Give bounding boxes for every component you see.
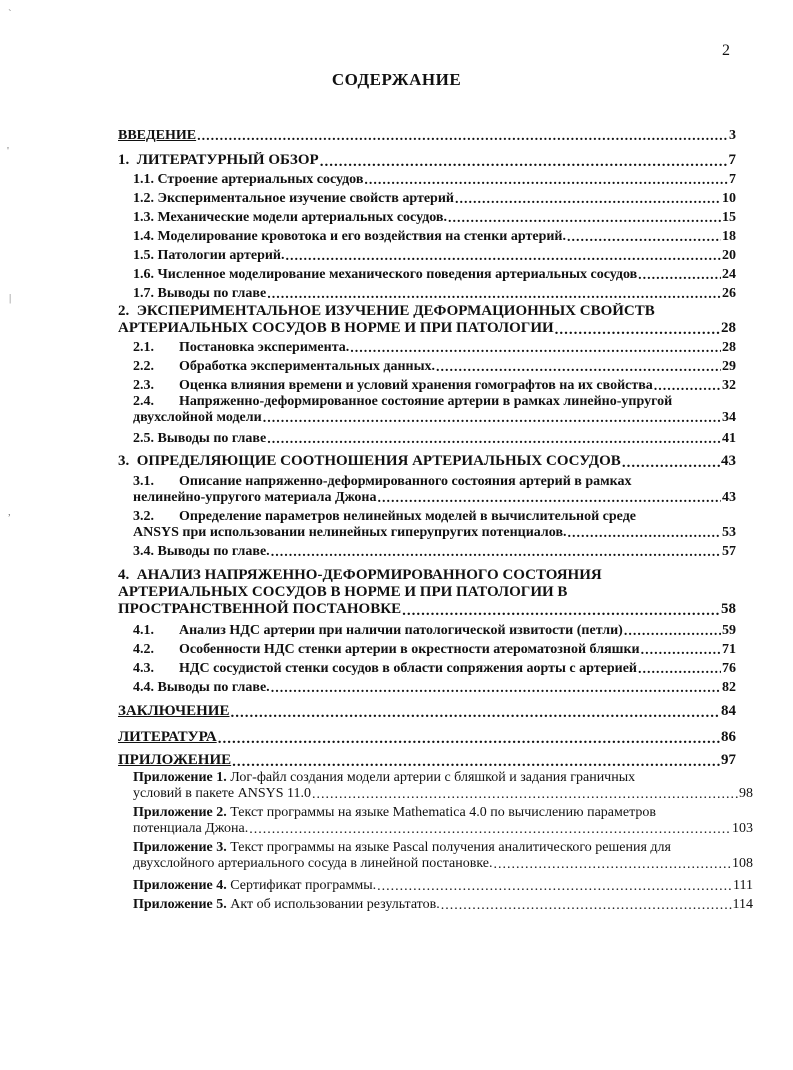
chapter-title-line2: АРТЕРИАЛЬНЫХ СОСУДОВ В НОРМЕ И ПРИ ПАТОЛОГИИ — [118, 320, 554, 336]
toc-appendix-4[interactable]: Приложение 4. Сертификат программы. ..... 111 — [133, 878, 753, 894]
toc-entry-2-3[interactable]: 2.3. Оценка влияния времени и условий хранения гомографтов на их свойства ..... 32 — [133, 378, 736, 394]
toc-entry-3-4[interactable]: 3.4. Выводы по главе. ..... 57 — [133, 544, 736, 560]
scan-speck: ` — [8, 8, 12, 20]
toc-entry-1-2[interactable]: 1.2. Экспериментальное изучение свойств артерий ..... 10 — [133, 191, 736, 207]
page-number: 2 — [722, 42, 730, 59]
toc-appendix-3[interactable]: Приложение 3. Текст программы на языке Pascal получения аналитического решения для двухслойного артериального сосуда в линейной постановке. ..... 108 — [133, 840, 753, 872]
chapter-title-line1: АНАЛИЗ НАПРЯЖЕННО-ДЕФОРМИРОВАННОГО СОСТОЯНИЯ — [136, 567, 602, 583]
toc-entry-page: 7 — [728, 152, 736, 168]
chapter-number: 4. — [118, 567, 130, 583]
toc-entry-2-5[interactable]: 2.5. Выводы по главе ..... 41 — [133, 431, 736, 447]
toc-chapter-2[interactable] — [118, 303, 736, 337]
toc-entry-1-4[interactable]: 1.4. Моделирование кровотока и его воздействия на стенки артерий. ..... 18 — [133, 229, 736, 245]
toc-entry-page: 58 — [721, 601, 736, 617]
toc-entry-3-2[interactable]: 3.2. Определение параметров нелинейных моделей в вычислительной среде ANSYS при использовании нелинейных гиперупругих потенциалов. ..... 53 — [133, 509, 736, 541]
toc-entry-4-4[interactable]: 4.4. Выводы по главе. ..... 82 — [133, 680, 736, 696]
toc-entry-4-1[interactable]: 4.1. Анализ НДС артерии при наличии патологической извитости (петли) ..... 59 — [133, 623, 736, 639]
toc-entry-1-3[interactable]: 1.3. Механические модели артериальных сосудов. ..... 15 — [133, 210, 736, 226]
chapter-title-line3: ПРОСТРАНСТВЕННОЙ ПОСТАНОВКЕ — [118, 601, 402, 617]
toc-entry-1-6[interactable]: 1.6. Численное моделирование механического поведения артериальных сосудов ..... 24 — [133, 267, 736, 283]
toc-entry-2-1[interactable]: 2.1. Постановка эксперимента. ..... 28 — [133, 340, 736, 356]
toc-entry-1-5[interactable]: 1.5. Патологии артерий. ..... 20 — [133, 248, 736, 264]
toc-entry-1-1[interactable]: 1.1. Строение артериальных сосудов ..... 7 — [133, 172, 736, 188]
toc-entry-2-4[interactable]: 2.4. Напряженно-деформированное состояние артерии в рамках линейно-упругой двухслойной модели ..... 34 — [133, 394, 736, 426]
chapter-number: 2. — [118, 303, 130, 319]
toc-entry-appendix[interactable]: ПРИЛОЖЕНИЕ ..... 97 — [118, 752, 736, 769]
toc-appendix-2[interactable]: Приложение 2. Текст программы на языке Mathematica 4.0 по вычислению параметров потенциала Джона. ..... 103 — [133, 805, 753, 837]
toc-entry-conclusion[interactable]: ЗАКЛЮЧЕНИЕ ..... 84 — [118, 703, 736, 720]
toc-chapter-3[interactable] — [118, 453, 736, 470]
toc-entry-1-7[interactable]: 1.7. Выводы по главе ..... 26 — [133, 286, 736, 302]
toc-entry-label: ВВЕДЕНИЕ — [118, 128, 197, 143]
chapter-number: 1. — [118, 152, 130, 168]
toc-entry-page: 43 — [721, 453, 736, 469]
chapter-title-line1: ЭКСПЕРИМЕНТАЛЬНОЕ ИЗУЧЕНИЕ ДЕФОРМАЦИОННЫХ СВОЙСТВ — [136, 303, 655, 319]
chapter-title-line2: АРТЕРИАЛЬНЫХ СОСУДОВ В НОРМЕ И ПРИ ПАТОЛОГИИ В — [118, 584, 568, 600]
toc-chapter-1[interactable] — [118, 152, 736, 169]
toc-entry-literature[interactable]: ЛИТЕРАТУРА ..... 86 — [118, 729, 736, 746]
toc-entry-2-2[interactable]: 2.2. Обработка экспериментальных данных. ..... 29 — [133, 359, 736, 375]
toc-entry-page: 28 — [721, 320, 736, 336]
chapter-number: 3. — [118, 453, 130, 469]
scan-speck: , — [8, 506, 11, 518]
toc-entry-4-2[interactable]: 4.2. Особенности НДС стенки артерии в окрестности атероматозной бляшки ..... 71 — [133, 642, 736, 658]
scan-speck: | — [9, 292, 12, 304]
scan-speck: ' — [7, 145, 9, 157]
toc-entry-4-3[interactable]: 4.3. НДС сосудистой стенки сосудов в области сопряжения аорты с артерией ..... 76 — [133, 661, 736, 677]
chapter-title: ЛИТЕРАТУРНЫЙ ОБЗОР — [136, 152, 319, 168]
toc-entry-3-1[interactable]: 3.1. Описание напряженно-деформированного состояния артерий в рамках нелинейно-упругого материала Джона ..... 43 — [133, 474, 736, 506]
toc-entry-intro[interactable] — [118, 128, 736, 144]
toc-appendix-5[interactable]: Приложение 5. Акт об использовании результатов. ..... 114 — [133, 897, 753, 913]
toc-chapter-4[interactable] — [118, 567, 736, 618]
chapter-title: ОПРЕДЕЛЯЮЩИЕ СООТНОШЕНИЯ АРТЕРИАЛЬНЫХ СОСУДОВ — [136, 453, 621, 469]
toc-entry-page: 3 — [729, 128, 736, 143]
page-title: СОДЕРЖАНИЕ — [331, 70, 462, 89]
toc-appendix-1[interactable]: Приложение 1. Лог-файл создания модели артерии с бляшкой и задания граничных условий в пакете ANSYS 11.0 ..... 98 — [133, 770, 753, 802]
